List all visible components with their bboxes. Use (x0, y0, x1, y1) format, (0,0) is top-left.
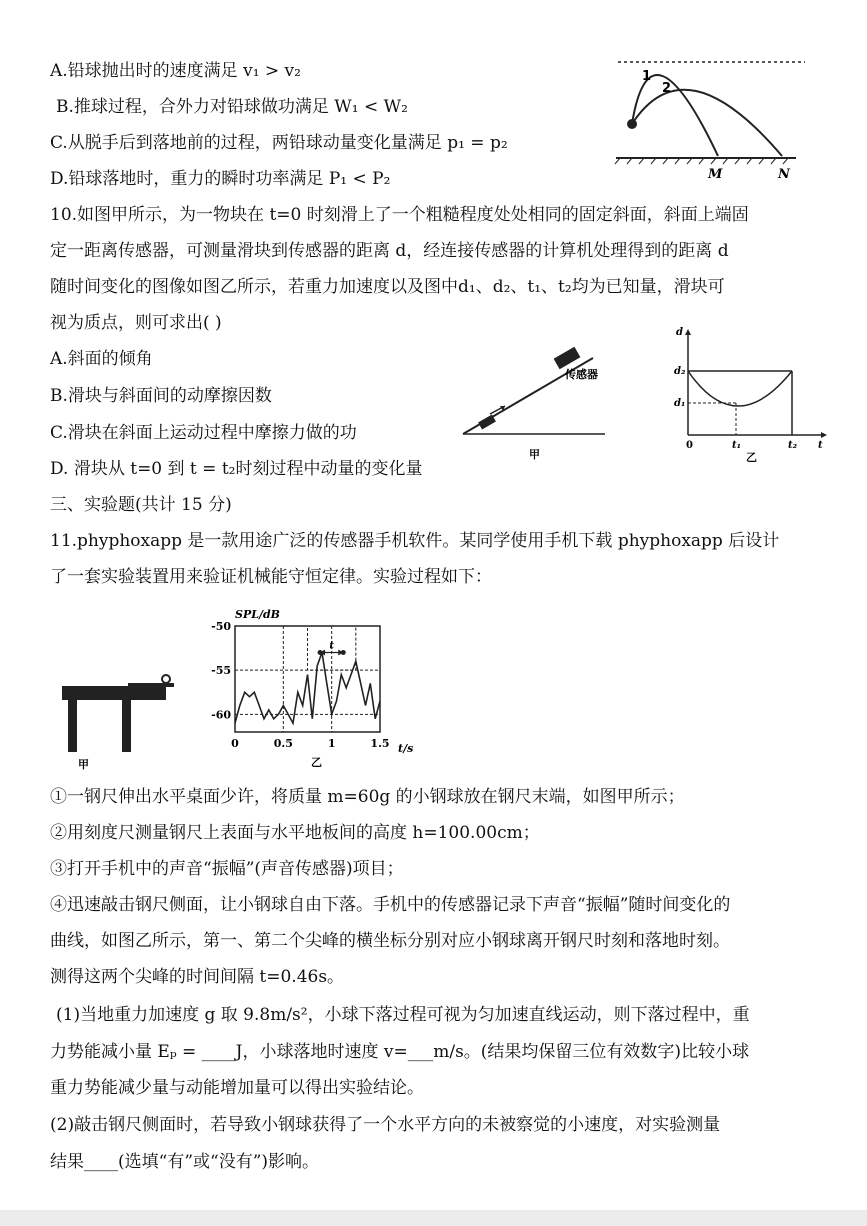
point-n-label: N (778, 167, 790, 182)
text-line-q9d: D.铅球落地时，重力的瞬时功率满足 P₁ < P₂ (50, 169, 391, 189)
text-line-s4a: ④迅速敲击钢尺侧面，让小钢球自由下落。手机中的传感器记录下声音“振幅”随时间变化的 (50, 895, 731, 915)
text-line-q10oa: A.斜面的倾角 (50, 349, 153, 369)
spl-ytick-label: -60 (211, 708, 231, 722)
text-line-q11a: 11.phyphoxapp 是一款用途广泛的传感器手机软件。某同学使用手机下载 phyphoxapp 后设计 (50, 531, 780, 551)
text-line-p1a: (1)当地重力加速度 g 取 9.8m/s²，小球下落过程可视为匀加速直线运动，则下落过程中，重 (56, 1005, 750, 1025)
incline-figure (455, 338, 635, 463)
spl-xtick-label: 0 (231, 737, 239, 750)
incline-caption: 甲 (529, 448, 540, 461)
text-line-q10oc: C.滑块在斜面上运动过程中摩擦力做的功 (50, 423, 357, 443)
spl-ticks (211, 620, 389, 750)
shot-ball (627, 119, 637, 129)
trajectory-1 (632, 75, 718, 156)
spl-ytick-label: -55 (211, 664, 231, 678)
text-line-p1c: 重力势能减少量与动能增加量可以得出实验结论。 (50, 1078, 424, 1098)
curve-2-label: 2 (662, 81, 672, 96)
d2-label: d₂ (674, 366, 686, 377)
origin-label: 0 (686, 440, 693, 451)
t1-label: t₁ (732, 440, 741, 451)
t-axis-label: t (818, 440, 823, 451)
text-line-p2a: (2)敲击钢尺侧面时，若导致小钢球获得了一个水平方向的未被察觉的小速度，对实验测量 (50, 1115, 721, 1135)
spl-chart (195, 604, 425, 774)
text-line-q9b: B.推球过程，合外力对铅球做功满足 W₁ < W₂ (56, 97, 408, 117)
text-line-s1: ①一钢尺伸出水平桌面少许，将质量 m=60g 的小钢球放在钢尺末端，如图甲所示； (50, 787, 685, 807)
table-ruler-figure (58, 668, 178, 773)
spl-xtick-label: 1 (327, 737, 336, 750)
page-bottom-bar (0, 1210, 867, 1226)
text-line-q11b: 了一套实验装置用来验证机械能守恒定律。实验过程如下： (50, 567, 492, 587)
table-top (62, 686, 166, 700)
text-line-p2b: 结果____(选填“有”或“没有”)影响。 (50, 1152, 320, 1172)
point-m-label: M (708, 167, 723, 182)
text-line-q10od: D. 滑块从 t=0 到 t = t₂时刻过程中动量的变化量 (50, 459, 423, 479)
text-line-q10d: 视为质点，则可求出( ) (50, 313, 222, 333)
spl-ylabel: SPL/dB (235, 608, 280, 621)
steel-ball (162, 675, 170, 683)
spl-xtick-label: 1.5 (370, 737, 390, 750)
d1-label: d₁ (674, 398, 686, 409)
text-line-s4b: 曲线，如图乙所示，第一、第二个尖峰的横坐标分别对应小钢球离开钢尺时刻和落地时刻。 (50, 931, 730, 951)
text-line-sec3: 三、实验题(共计 15 分) (50, 495, 232, 515)
text-line-q9a: A.铅球抛出时的速度满足 v₁ > v₂ (50, 61, 301, 81)
t2-label: t₂ (788, 440, 797, 451)
distance-time-graph (668, 325, 833, 465)
text-line-q10a: 10.如图甲所示，为一物块在 t=0 时刻滑上了一个粗糙程度处处相同的固定斜面，斜面上端固 (50, 205, 749, 225)
text-line-q10ob: B.滑块与斜面间的动摩擦因数 (50, 386, 272, 406)
text-line-p1b: 力势能减小量 Eₚ = ____J，小球落地时速度 v=___m/s。(结果均保留三位有效数字)比较小球 (50, 1042, 750, 1062)
trajectory-2 (632, 90, 782, 156)
d-curve (688, 371, 792, 406)
text-line-q9c: C.从脱手后到落地前的过程，两铅球动量变化量满足 p₁ = p₂ (50, 133, 508, 153)
dt-caption: 乙 (746, 451, 757, 464)
curve-1-label: 1 (642, 69, 652, 84)
text-line-s3: ③打开手机中的声音“振幅”(声音传感器)项目； (50, 859, 404, 879)
table-caption: 甲 (78, 758, 89, 771)
distance-sensor (554, 347, 581, 369)
spl-caption: 乙 (311, 756, 322, 769)
projectile-figure (610, 52, 810, 182)
spl-interval-label: t (329, 640, 334, 652)
text-line-q10b: 定一距离传感器，可测量滑块到传感器的距离 d，经连接传感器的计算机处理得到的距离 d (50, 241, 729, 261)
sensor-label: 传感器 (565, 368, 598, 381)
text-line-q10c: 随时间变化的图像如图乙所示，若重力加速度以及图中d₁、d₂、t₁、t₂均为已知量，滑块可 (50, 277, 725, 297)
d-axis-label: d (676, 327, 683, 338)
spl-ytick-label: -50 (211, 620, 231, 633)
text-line-s2: ②用刻度尺测量钢尺上表面与水平地板间的高度 h=100.00cm； (50, 823, 540, 843)
spl-xtick-label: 0.5 (273, 737, 293, 750)
text-line-s4c: 测得这两个尖峰的时间间隔 t=0.46s。 (50, 967, 345, 987)
spl-xunit: t/s (398, 742, 414, 755)
table-leg-right (122, 700, 131, 752)
table-leg-left (68, 700, 77, 752)
